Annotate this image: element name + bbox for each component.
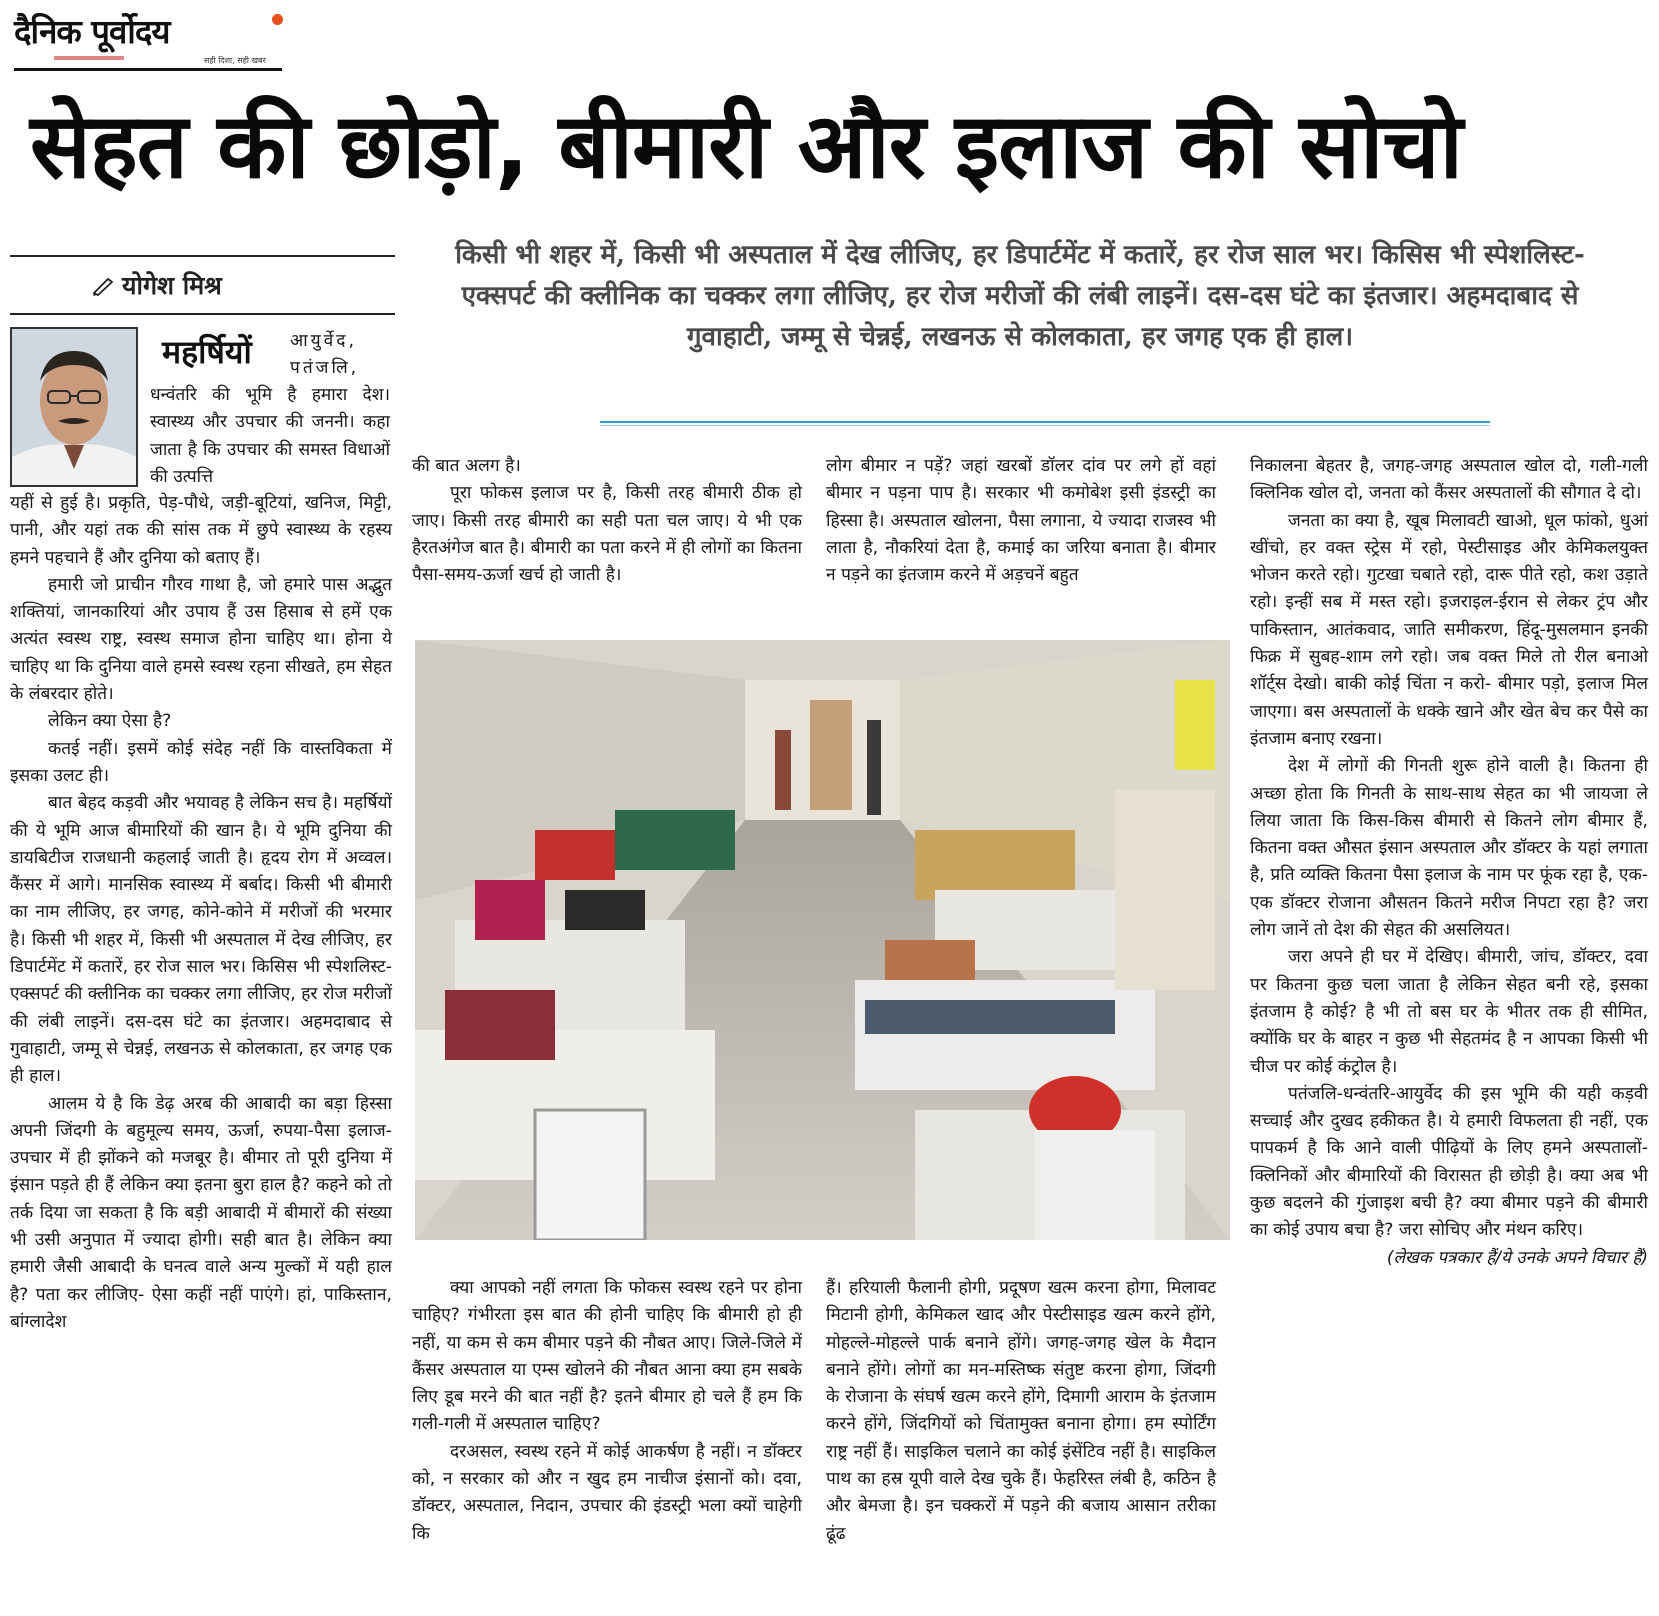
column-4 [1250,453,1648,1272]
paragraph: यहीं से हुई है। प्रकृति, पेड़-पौधे, जड़ी-बूटियां, खनिज, मिट्टी, पानी, और यहां तक की सांस तक में छुपे स्वास्थ्य के रहस्य हमने पहचाने हैं और दुनिया को बताए हैं। [10,493,392,568]
byline-rule-top [10,255,395,257]
paragraph: पूरा फोकस इलाज पर है, किसी तरह बीमारी ठीक हो जाए। किसी तरह बीमारी का सही पता चल जाए। ये भी एक हैरतअंगेज बात है। बीमारी का पता करने में ही लोगों का कितना पैसा-समय-ऊर्जा खर्च हो जाती है। [412,483,802,586]
column-2-top [412,453,802,589]
byline [92,268,222,302]
pen-icon [92,276,116,296]
paragraph: बात बेहद कड़वी और भयावह है लेकिन सच है। महर्षियों की ये भूमि आज बीमारियों की खान है। ये भूमि दुनिया की डायबिटीज राजधानी कहलाई जाती है। हृदय रोग में अव्वल। कैंसर में आगे। मानसिक स्वास्थ्य में बर्बाद। किसी भी बीमारी का नाम लीजिए, हर जगह, कोने-कोने में मरीजों की भरमार है। किसी भी शहर में, किसी भी अस्पताल में देख लीजिए, हर डिपार्टमेंट में कतारें, हर रोज साल भर। किसिस भी स्पेशलिस्ट-एक्सपर्ट की क्लीनिक का चक्कर लगा लीजिए, हर रोज मरीजों की लंबी लाइनें। दस-दस घंटे का इंतजार। अहमदाबाद से गुवाहाटी, जम्मू से चेन्नई, लखनऊ से कोलकाता, हर जगह एक ही हाल। [10,793,392,1087]
paragraph: पतंजलि-धन्वंतरि-आयुर्वेद की इस भूमि की यही कड़वी सच्चाई और दुखद हकीकत है। ये हमारी विफलता ही नहीं, एक पापकर्म है कि आने वाली पीढ़ियों के लिए हमने अस्पतालों-क्लिनिकों और बीमारियों की विरासत ही छोड़ी है। क्या अब भी कुछ बदलने की गुंजाइश बची है? क्या बीमार पड़ने की बीमारी का कोई उपाय बचा है? जरा सोचिए और मंथन करिए। [1250,1083,1648,1241]
paragraph: हैं। हरियाली फैलानी होगी, प्रदूषण खत्म करना होगा, मिलावट मिटानी होगी, केमिकल खाद और पेस्टीसाइड खत्म करने होंगे, मोहल्ले-मोहल्ले पार्क बनाने होंगे। जगह-जगह खेल के मैदान बनाने होंगे। लोगों का मन-मस्तिष्क संतुष्ट करना होगा, जिंदगी के रोजाना के संघर्ष खत्म करने होंगे, दिमागी आराम के इंतजाम करने होंगे, जिंदगियों को चिंतामुक्त बनाना होगा। हम स्पोर्टिंग राष्ट्र नहीं हैं। साइकिल चलाने का कोई इंसेंटिव नहीं है। साइकिल पाथ का हस्र यूपी वाले देख चुके हैं। फेहरिस्त लंबी है, कठिन है और बेमजा है। इन चक्करों में पड़ने की बजाय आसान तरीका ढूंढ [826,1278,1216,1544]
paragraph: जरा अपने ही घर में देखिए। बीमारी, जांच, डॉक्टर, दवा पर कितना कुछ चला जाता है लेकिन सेहत बनी रहे, इसका इंतजाम है कोई? है भी तो बस घर के भीतर तक ही सीमित, क्योंकि घर के बाहर न कुछ भी सेहतमंद है न आपका किसी भी चीज पर कोई कंट्रोल है। [1250,947,1648,1077]
pull-quote-rule [600,425,1490,426]
paragraph: लोग बीमार न पड़ें? जहां खरबों डॉलर दांव पर लगे हों वहां बीमार न पड़ना पाप है। सरकार भी कमोबेश इसी इंडस्ट्री का हिस्सा है। अस्पताल खोलना, पैसा लगाना, ये ज्यादा राजस्व भी लाता है, नौकरियां देता है, कमाई का जरिया बनाता है। बीमार न पड़ने का इंतजाम करने में अड़चनें बहुत [826,456,1216,586]
paragraph: आलम ये है कि डेढ़ अरब की आबादी का बड़ा हिस्सा अपनी जिंदगी के बहुमूल्य समय, ऊर्जा, रुपया-पैसा इलाज-उपचार में ही झोंकने को मजबूर है। बीमार तो पूरी दुनिया में इंसान पड़ते ही हैं लेकिन क्या इतना बुरा हाल है? कहने को तो तर्क दिया जा सकता है कि बड़ी आबादी में बीमारों की संख्या भी उसी अनुपात में ज्यादा होगी। सही बात है। लेकिन क्या हमारी जैसी आबादी के घनत्व वाले अन्य मुल्कों में यही हाल है? पता कर लीजिए- ऐसा कहीं नहीं पाएंगे। हां, पाकिस्तान, बांग्लादेश [10,1093,392,1332]
author-photo [10,327,138,487]
masthead-name: दैनिक पूर्वोदय [14,12,170,51]
paragraph: की बात अलग है। [412,456,521,476]
paragraph: देश में लोगों की गिनती शुरू होने वाली है। कितना ही अच्छा होता कि गिनती के साथ-साथ सेहत का भी जायजा ले लिया जाता कि किस-किस बीमारी से कितने लोग बीमार हैं, कितना वक्त औसत इंसान अस्पताल और डॉक्टर के यहां लगाता है, प्रति व्यक्ति कितना पैसा इलाज के नाम पर फूंक रहा है, एक-एक डॉक्टर रोजाना औसतन कितने मरीज निपटा रहा है? जरा लोग जानें तो देश की सेहत की असलियत। [1250,756,1648,941]
column-1 [10,490,392,1336]
masthead-logo [14,8,284,70]
byline-author: योगेश मिश्र [122,271,222,300]
column-3-top [826,453,1216,589]
paragraph: धन्वंतरि की भूमि है हमारा देश। स्वास्थ्य और उपचार की जननी। कहा जाता है कि उपचार की समस्त विधाओं की उत्पत्ति [150,385,390,487]
column-3-bottom [826,1275,1216,1548]
pull-quote-rule [600,421,1490,423]
byline-rule-bottom [10,313,395,315]
lead-word: महर्षियों [162,333,252,371]
paragraph: आयुर्वेद, पतंजलि, [290,331,360,379]
masthead-dot-icon [272,14,283,25]
paragraph: जनता का क्या है, खूब मिलावटी खाओ, धूल फांको, धुआं खींचो, हर वक्त स्ट्रेस में रहो, पेस्टीसाइड और केमिकलयुक्त भोजन करते रहो। गुटखा चबाते रहो, दारू पीते रहो, कश उड़ाते रहो। इन्हीं सब में मस्त रहो। इजराइल-ईरान से लेकर ट्रंप और पाकिस्तान, आतंकवाद, जाति समीकरण, हिंदू-मुसलमान इनकी फिक्र में सुबह-शाम लगे रहो। जब वक्त मिले तो रील बनाओ शॉर्ट्स देखो। बाकी कोई चिंता न करो- बीमार पड़ो, इलाज मिल जाएगा। बस अस्पतालों के धक्के खाने और खेत बेच कर पैसे का इंतजाम बनाए रखना। [1250,510,1648,749]
hospital-ward-photo [415,640,1230,1240]
lead-text-a [290,328,390,383]
paragraph: क्या आपको नहीं लगता कि फोकस स्वस्थ रहने पर होना चाहिए? गंभीरता इस बात की होनी चाहिए कि बीमारी हो ही नहीं, या कम से कम बीमार पड़ने की नौबत आए। जिले-जिले में कैंसर अस्पताल या एम्स खोलने की नौबत आना क्या हम सबके लिए डूब मरने की बात नहीं है? इतने बीमार हो चले हैं हम कि गली-गली में अस्पताल चाहिए? [412,1278,802,1435]
article-headline: सेहत की छोड़ो, बीमारी और इलाज की सोचो [30,94,1462,199]
paragraph: लेकिन क्या ऐसा है? [48,711,172,732]
masthead-accent-line [54,56,124,60]
pull-quote: किसी भी शहर में, किसी भी अस्पताल में देख लीजिए, हर डिपार्टमेंट में कतारें, हर रोज साल भर। किसिस भी स्पेशलिस्ट-एक्सपर्ट की क्लीनिक का चक्कर लगा लीजिए, हर रोज मरीजों की लंबी लाइनें। दस-दस घंटे का इंतजार। अहमदाबाद से गुवाहाटी, जम्मू से चेन्नई, लखनऊ से कोलकाता, हर जगह एक ही हाल। [455,240,1585,352]
paragraph: हमारी जो प्राचीन गौरव गाथा है, जो हमारे पास अद्भुत शक्तियां, जानकारियां और उपाय हैं उस हिसाब से हमें एक अत्यंत स्वस्थ राष्ट्र, स्वस्थ समाज होना चाहिए था। होना ये चाहिए था कि दुनिया वाले हमसे स्वस्थ रहना सीखते, हम सेहत के लंबरदार होते। [10,574,392,705]
paragraph: निकालना बेहतर है, जगह-जगह अस्पताल खोल दो, गली-गली क्लिनिक खोल दो, जनता को कैंसर अस्पतालों की सौगात दे दो। [1250,456,1648,504]
column-2-bottom [412,1275,802,1548]
author-credit: (लेखक पत्रकार हैं/ये उनके अपने विचार हैं) [1386,1247,1648,1268]
masthead-rule [14,68,282,71]
masthead-tagline: सही दिशा, सही खबर [204,56,266,65]
paragraph: कतई नहीं। इसमें कोई संदेह नहीं कि वास्तविकता में इसका उलट ही। [10,738,392,786]
paragraph: दरअसल, स्वस्थ रहने में कोई आकर्षण है नहीं। न डॉक्टर को, न सरकार को और न खुद हम नाचीज इंसानों को। दवा, डॉक्टर, अस्पताल, निदान, उपचार की इंडस्ट्री भला क्यों चाहेगी कि [412,1441,802,1544]
lead-text-b [150,382,390,491]
